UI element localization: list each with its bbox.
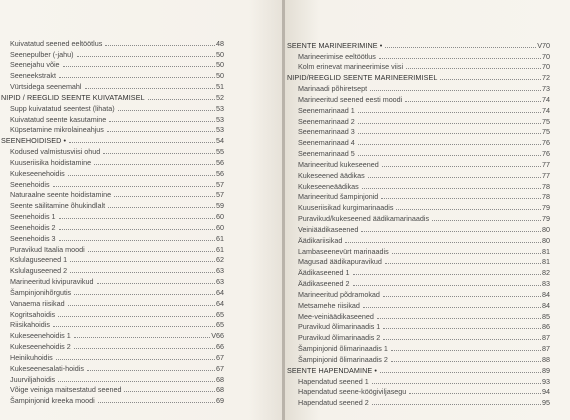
toc-entry	[1, 264, 224, 275]
toc-entry	[287, 266, 550, 277]
toc-dot-leader	[372, 382, 541, 384]
toc-page-number: 73	[542, 84, 550, 94]
toc-entry	[287, 245, 550, 256]
toc-entry-title: Hapendatud seened 2	[298, 398, 369, 408]
toc-entry-title: Kukeseenehoidis 1	[10, 331, 71, 341]
toc-entry-title: Kodused valmistusviisi ohud	[10, 147, 101, 157]
toc-entry-title: Seenemarinaad 2	[298, 116, 355, 126]
toc-entry-title: Vürtsidega seenemahl	[10, 82, 82, 92]
toc-page-number: 84	[542, 289, 550, 299]
toc-entry	[287, 180, 550, 191]
toc-entry	[287, 234, 550, 245]
toc-entry-title: Seenemarinaad 4	[298, 138, 355, 148]
toc-page-number: 53	[216, 114, 224, 124]
toc-page-number: 72	[542, 73, 550, 83]
toc-entry-title: Marineeritud kivipuravikud	[10, 277, 94, 287]
toc-entry-title: Seenehoidis 1	[10, 212, 56, 222]
toc-entry	[287, 353, 550, 364]
toc-page-number: 64	[216, 287, 224, 297]
toc-page-number: 74	[542, 94, 550, 104]
toc-dot-leader	[345, 241, 541, 243]
toc-page-number: 53	[216, 125, 224, 135]
toc-page-number: 63	[216, 277, 224, 287]
toc-entry-title: Vanaema riisikad	[10, 298, 65, 308]
toc-section-heading	[287, 364, 550, 375]
toc-page-number: 89	[542, 365, 550, 375]
toc-page-number: 75	[542, 116, 550, 126]
toc-entry-title: Seenemarinaad 1	[298, 105, 355, 115]
toc-entry-title: Äädikaseened 2	[298, 279, 350, 289]
toc-page-number: 65	[216, 320, 224, 330]
toc-entry	[1, 189, 224, 200]
toc-dot-leader	[396, 208, 541, 210]
toc-entry-title: SEENTE MARINEERIMINE •	[287, 40, 383, 50]
toc-dot-leader	[385, 46, 536, 48]
toc-dot-leader	[70, 271, 215, 273]
toc-entry-title: Kuivatatud seened eeltöötlus	[10, 38, 103, 48]
toc-dot-leader	[353, 273, 541, 275]
toc-entry	[287, 321, 550, 332]
toc-entry	[287, 191, 550, 202]
toc-dot-leader	[361, 230, 541, 232]
toc-entry-title: Kuuseriisikad kurgimarinaadis	[298, 203, 394, 213]
toc-entry-title: Kukeseenesalati-hoidis	[10, 363, 84, 373]
toc-entry	[1, 59, 224, 70]
toc-dot-leader	[68, 174, 215, 176]
toc-page-number: 52	[216, 92, 224, 102]
toc-entry-title: Puravikud õlimarinaadis 1	[298, 322, 381, 332]
toc-entry	[1, 362, 224, 373]
toc-entry-title: Riisikahoidis	[10, 320, 50, 330]
toc-dot-leader	[383, 295, 541, 297]
toc-entry	[1, 351, 224, 362]
toc-page-number: 70	[542, 62, 550, 72]
toc-entry	[287, 396, 550, 407]
toc-entry-title: Seenejahu võie	[10, 60, 60, 70]
toc-page-number: 64	[216, 298, 224, 308]
toc-entry	[1, 340, 224, 351]
toc-page-number: 87	[542, 333, 550, 343]
toc-entry-title: Kogritsahoidis	[10, 309, 56, 319]
toc-entry-title: Seenehoidis 2	[10, 222, 56, 232]
toc-entry-title: Kukeseeneäädikas	[298, 181, 359, 191]
toc-entry-title: NIPID / REEGLID SEENTE KUIVATAMISEL	[1, 92, 145, 102]
toc-dot-leader	[98, 401, 215, 403]
toc-dot-leader	[406, 67, 541, 69]
toc-dot-leader	[379, 57, 541, 59]
toc-dot-leader	[109, 120, 215, 122]
toc-dot-leader	[94, 163, 215, 165]
toc-page-number: 68	[216, 385, 224, 395]
toc-page-number: 57	[216, 190, 224, 200]
toc-page-number: 80	[542, 224, 550, 234]
toc-entry-title: Äädikaseened 1	[298, 268, 350, 278]
toc-entry-title: Puravikud õlimarinaadis 2	[298, 333, 381, 343]
toc-dot-leader	[358, 111, 541, 113]
toc-page-number: 79	[542, 214, 550, 224]
toc-entry	[287, 375, 550, 386]
toc-page-number: 63	[216, 266, 224, 276]
toc-entry	[1, 243, 224, 254]
toc-dot-leader	[148, 98, 215, 100]
toc-page-number: 50	[216, 60, 224, 70]
toc-entry-title: Kslulaguseened 1	[10, 255, 68, 265]
toc-entry	[287, 288, 550, 299]
toc-entry-title: Puravikud/kukeseened äädikamarinaadis	[298, 214, 430, 224]
toc-dot-leader	[59, 228, 215, 230]
toc-entry	[1, 124, 224, 135]
toc-page-number: 87	[542, 344, 550, 354]
toc-entry-title: Mee-veiniäädikaseened	[298, 311, 374, 321]
toc-page-number: 59	[216, 201, 224, 211]
toc-dot-leader	[74, 336, 210, 338]
toc-entry-title: Äädikariisikad	[298, 235, 343, 245]
toc-entry	[287, 158, 550, 169]
toc-entry	[287, 126, 550, 137]
toc-entry-title: Võige veiniga maitsestatud seened	[10, 385, 122, 395]
toc-entry	[287, 310, 550, 321]
toc-entry-title: Supp kuivatatud seentest (lihata)	[10, 103, 115, 113]
toc-section-heading	[287, 39, 550, 50]
toc-page-number: 67	[216, 352, 224, 362]
toc-dot-leader	[391, 360, 541, 362]
toc-page-number: 81	[542, 246, 550, 256]
toc-page-number: V66	[211, 331, 224, 341]
toc-page-number: 48	[216, 38, 224, 48]
toc-page-number: 94	[542, 387, 550, 397]
toc-page-number: 80	[542, 235, 550, 245]
toc-page-number: 53	[216, 103, 224, 113]
toc-page-number: 74	[542, 105, 550, 115]
toc-dot-leader	[392, 252, 541, 254]
toc-entry	[1, 384, 224, 395]
toc-entry-title: Marineerimise eeltöötlus	[298, 51, 376, 61]
toc-page-number: 67	[216, 363, 224, 373]
toc-entry-title: Heinikuhoidis	[10, 352, 53, 362]
toc-page-number: 62	[216, 255, 224, 265]
toc-entry-title: Puravikud Itaalia moodi	[10, 244, 85, 254]
toc-entry-title: Küpsetamine mikrolaineahjus	[10, 125, 104, 135]
toc-dot-leader	[97, 282, 216, 284]
toc-entry-title: Metsamehe riisikad	[298, 300, 360, 310]
toc-dot-leader	[59, 217, 215, 219]
toc-dot-leader	[432, 219, 541, 221]
toc-entry	[287, 212, 550, 223]
toc-dot-leader	[405, 100, 541, 102]
toc-page-number: 86	[542, 322, 550, 332]
toc-entry	[287, 115, 550, 126]
toc-dot-leader	[70, 260, 215, 262]
toc-entry	[1, 210, 224, 221]
toc-entry	[287, 256, 550, 267]
toc-page-number: 54	[216, 136, 224, 146]
toc-entry-title: Seenepulber (-jahu)	[10, 49, 74, 59]
toc-page-number: 77	[542, 159, 550, 169]
toc-entry	[1, 167, 224, 178]
toc-dot-leader	[85, 87, 215, 89]
toc-page-number: 56	[216, 157, 224, 167]
toc-section-heading	[1, 134, 224, 145]
toc-dot-leader	[362, 187, 541, 189]
toc-entry-title: Seente säilitamine õhukindlalt	[10, 201, 106, 211]
toc-entry	[1, 178, 224, 189]
toc-dot-leader	[58, 380, 215, 382]
toc-entry	[1, 286, 224, 297]
toc-dot-leader	[59, 239, 215, 241]
toc-dot-leader	[124, 390, 215, 392]
toc-dot-leader	[391, 349, 541, 351]
toc-entry-title: Šampinjonihõrgutis	[10, 287, 72, 297]
toc-entry	[1, 69, 224, 80]
toc-entry	[287, 299, 550, 310]
toc-entry-title: Seenemarinaad 5	[298, 149, 355, 159]
toc-entry-title: Marineeritud šampinjonid	[298, 192, 379, 202]
toc-entry	[287, 147, 550, 158]
toc-page-number: 83	[542, 279, 550, 289]
toc-entry-title: Kuivatatud seente kasutamine	[10, 114, 107, 124]
toc-page-number: 70	[542, 51, 550, 61]
toc-dot-leader	[69, 141, 215, 143]
toc-entry-title: Kolm erinevat marineerimise viisi	[298, 62, 404, 72]
toc-page-number: 61	[216, 233, 224, 243]
toc-page-number: 57	[216, 179, 224, 189]
toc-entry	[1, 275, 224, 286]
toc-page-number: 50	[216, 49, 224, 59]
toc-entry-title: Kukeseenehoidis 2	[10, 342, 71, 352]
toc-section-heading	[1, 91, 224, 102]
toc-entry	[1, 113, 224, 124]
toc-entry-title: Seeneekstrakt	[10, 71, 56, 81]
toc-entry-title: Naturaalne seente hoidistamine	[10, 190, 112, 200]
toc-entry	[287, 223, 550, 234]
toc-page-number: 55	[216, 147, 224, 157]
toc-entry-title: Kukeseenehoidis	[10, 168, 65, 178]
toc-entry	[287, 331, 550, 342]
toc-dot-leader	[363, 306, 541, 308]
toc-page-number: 50	[216, 71, 224, 81]
toc-entry	[1, 394, 224, 405]
toc-page-number: 75	[542, 127, 550, 137]
toc-entry-title: Hapendatud seene-köögiviljasegu	[298, 387, 407, 397]
toc-entry	[1, 199, 224, 210]
toc-entry	[1, 48, 224, 59]
toc-entry	[1, 319, 224, 330]
toc-dot-leader	[53, 325, 215, 327]
toc-entry-title: Šampinjonid õlimarinaadis 1	[298, 344, 388, 354]
toc-page-number: 78	[542, 181, 550, 191]
toc-page-number: 68	[216, 374, 224, 384]
toc-entry-title: Seenehoidis 3	[10, 233, 56, 243]
toc-dot-leader	[409, 392, 541, 394]
toc-dot-leader	[87, 369, 215, 371]
toc-page-number: 60	[216, 212, 224, 222]
toc-entry-title: Lambaseenevürt marinaadis	[298, 246, 389, 256]
toc-entry-title: Šampinjonid õlimarinaadis 2	[298, 354, 388, 364]
toc-entry-title: Juurviljahoidis	[10, 374, 56, 384]
toc-dot-leader	[381, 197, 541, 199]
toc-dot-leader	[358, 143, 541, 145]
toc-entry	[1, 102, 224, 113]
toc-entry	[287, 386, 550, 397]
toc-page-number: 85	[542, 311, 550, 321]
toc-entry-title: Marineeritud kukeseened	[298, 159, 379, 169]
toc-entry-title: Kslulaguseened 2	[10, 266, 68, 276]
toc-dot-leader	[383, 338, 541, 340]
toc-entry	[1, 221, 224, 232]
toc-entry	[287, 82, 550, 93]
toc-page-number: 78	[542, 192, 550, 202]
toc-dot-leader	[372, 403, 541, 405]
toc-dot-leader	[440, 78, 541, 80]
toc-dot-leader	[74, 293, 215, 295]
toc-entry	[287, 342, 550, 353]
toc-page-number: V70	[537, 40, 550, 50]
right-page	[285, 0, 570, 420]
toc-dot-leader	[53, 185, 215, 187]
toc-entry-title: Marineeritud põdramokad	[298, 289, 380, 299]
toc-entry-title: Kukeseened äädikas	[298, 170, 365, 180]
toc-page-number: 93	[542, 376, 550, 386]
toc-entry	[1, 329, 224, 340]
toc-dot-leader	[380, 371, 541, 373]
toc-dot-leader	[358, 154, 541, 156]
toc-entry	[1, 297, 224, 308]
toc-page-number: 60	[216, 222, 224, 232]
toc-page-number: 88	[542, 354, 550, 364]
toc-page-number: 76	[542, 138, 550, 148]
toc-dot-leader	[353, 284, 541, 286]
toc-entry	[1, 145, 224, 156]
toc-entry	[1, 80, 224, 91]
toc-section-heading	[287, 71, 550, 82]
toc-dot-leader	[118, 109, 215, 111]
toc-page-number: 84	[542, 300, 550, 310]
toc-dot-leader	[368, 176, 541, 178]
toc-list-right	[285, 39, 550, 407]
toc-entry-title: Hapendatud seened 1	[298, 376, 369, 386]
toc-entry-title: SEENTE HAPENDAMINE •	[287, 365, 377, 375]
toc-page-number: 66	[216, 342, 224, 352]
toc-entry-title: Šampinjonid kreeka moodi	[10, 396, 95, 406]
toc-entry	[287, 50, 550, 61]
toc-page-number: 65	[216, 309, 224, 319]
toc-entry	[1, 156, 224, 167]
toc-page-number: 82	[542, 268, 550, 278]
toc-dot-leader	[358, 132, 541, 134]
toc-dot-leader	[74, 347, 215, 349]
left-page	[0, 0, 283, 420]
toc-entry-title: NIPID/REEGLID SEENTE MARINEERIMISEL	[287, 73, 438, 83]
toc-dot-leader	[88, 250, 215, 252]
toc-entry-title: Seenemarinaad 3	[298, 127, 355, 137]
toc-entry	[287, 169, 550, 180]
toc-entry	[1, 37, 224, 48]
toc-entry-title: Magusad äädikapuravikud	[298, 257, 382, 267]
toc-dot-leader	[108, 206, 215, 208]
toc-dot-leader	[58, 315, 215, 317]
toc-dot-leader	[385, 262, 541, 264]
toc-page-number: 76	[542, 149, 550, 159]
toc-list-left	[0, 37, 224, 405]
toc-dot-leader	[103, 152, 215, 154]
toc-entry-title: Kuuseriisika hoidistamine	[10, 157, 92, 167]
toc-dot-leader	[68, 304, 215, 306]
toc-page-number: 79	[542, 203, 550, 213]
toc-page-number: 77	[542, 170, 550, 180]
toc-dot-leader	[377, 317, 541, 319]
toc-dot-leader	[105, 44, 215, 46]
toc-entry-title: Seenehoidis	[10, 179, 50, 189]
toc-entry	[287, 201, 550, 212]
toc-dot-leader	[358, 122, 541, 124]
toc-dot-leader	[107, 130, 215, 132]
toc-page-number: 69	[216, 396, 224, 406]
toc-entry	[287, 61, 550, 72]
toc-page-number: 95	[542, 398, 550, 408]
toc-entry	[287, 93, 550, 104]
toc-dot-leader	[59, 76, 215, 78]
toc-dot-leader	[63, 65, 215, 67]
toc-entry	[1, 373, 224, 384]
toc-page-number: 51	[216, 82, 224, 92]
toc-entry	[287, 104, 550, 115]
toc-entry	[287, 136, 550, 147]
toc-page-number: 81	[542, 257, 550, 267]
toc-entry	[1, 254, 224, 265]
toc-page-number: 56	[216, 168, 224, 178]
toc-entry-title: Marinaadi põhiretsept	[298, 84, 368, 94]
toc-dot-leader	[56, 358, 215, 360]
toc-entry-title: Veiniäädikaseened	[298, 224, 359, 234]
toc-dot-leader	[382, 165, 541, 167]
toc-dot-leader	[77, 55, 215, 57]
toc-dot-leader	[114, 195, 215, 197]
toc-entry-title: Marineeritud seened eesti moodi	[298, 94, 403, 104]
toc-entry	[1, 232, 224, 243]
toc-entry-title: SEENEHOIDISED •	[1, 136, 67, 146]
toc-dot-leader	[370, 89, 541, 91]
toc-entry	[287, 277, 550, 288]
toc-page-number: 61	[216, 244, 224, 254]
toc-dot-leader	[383, 327, 541, 329]
toc-entry	[1, 308, 224, 319]
